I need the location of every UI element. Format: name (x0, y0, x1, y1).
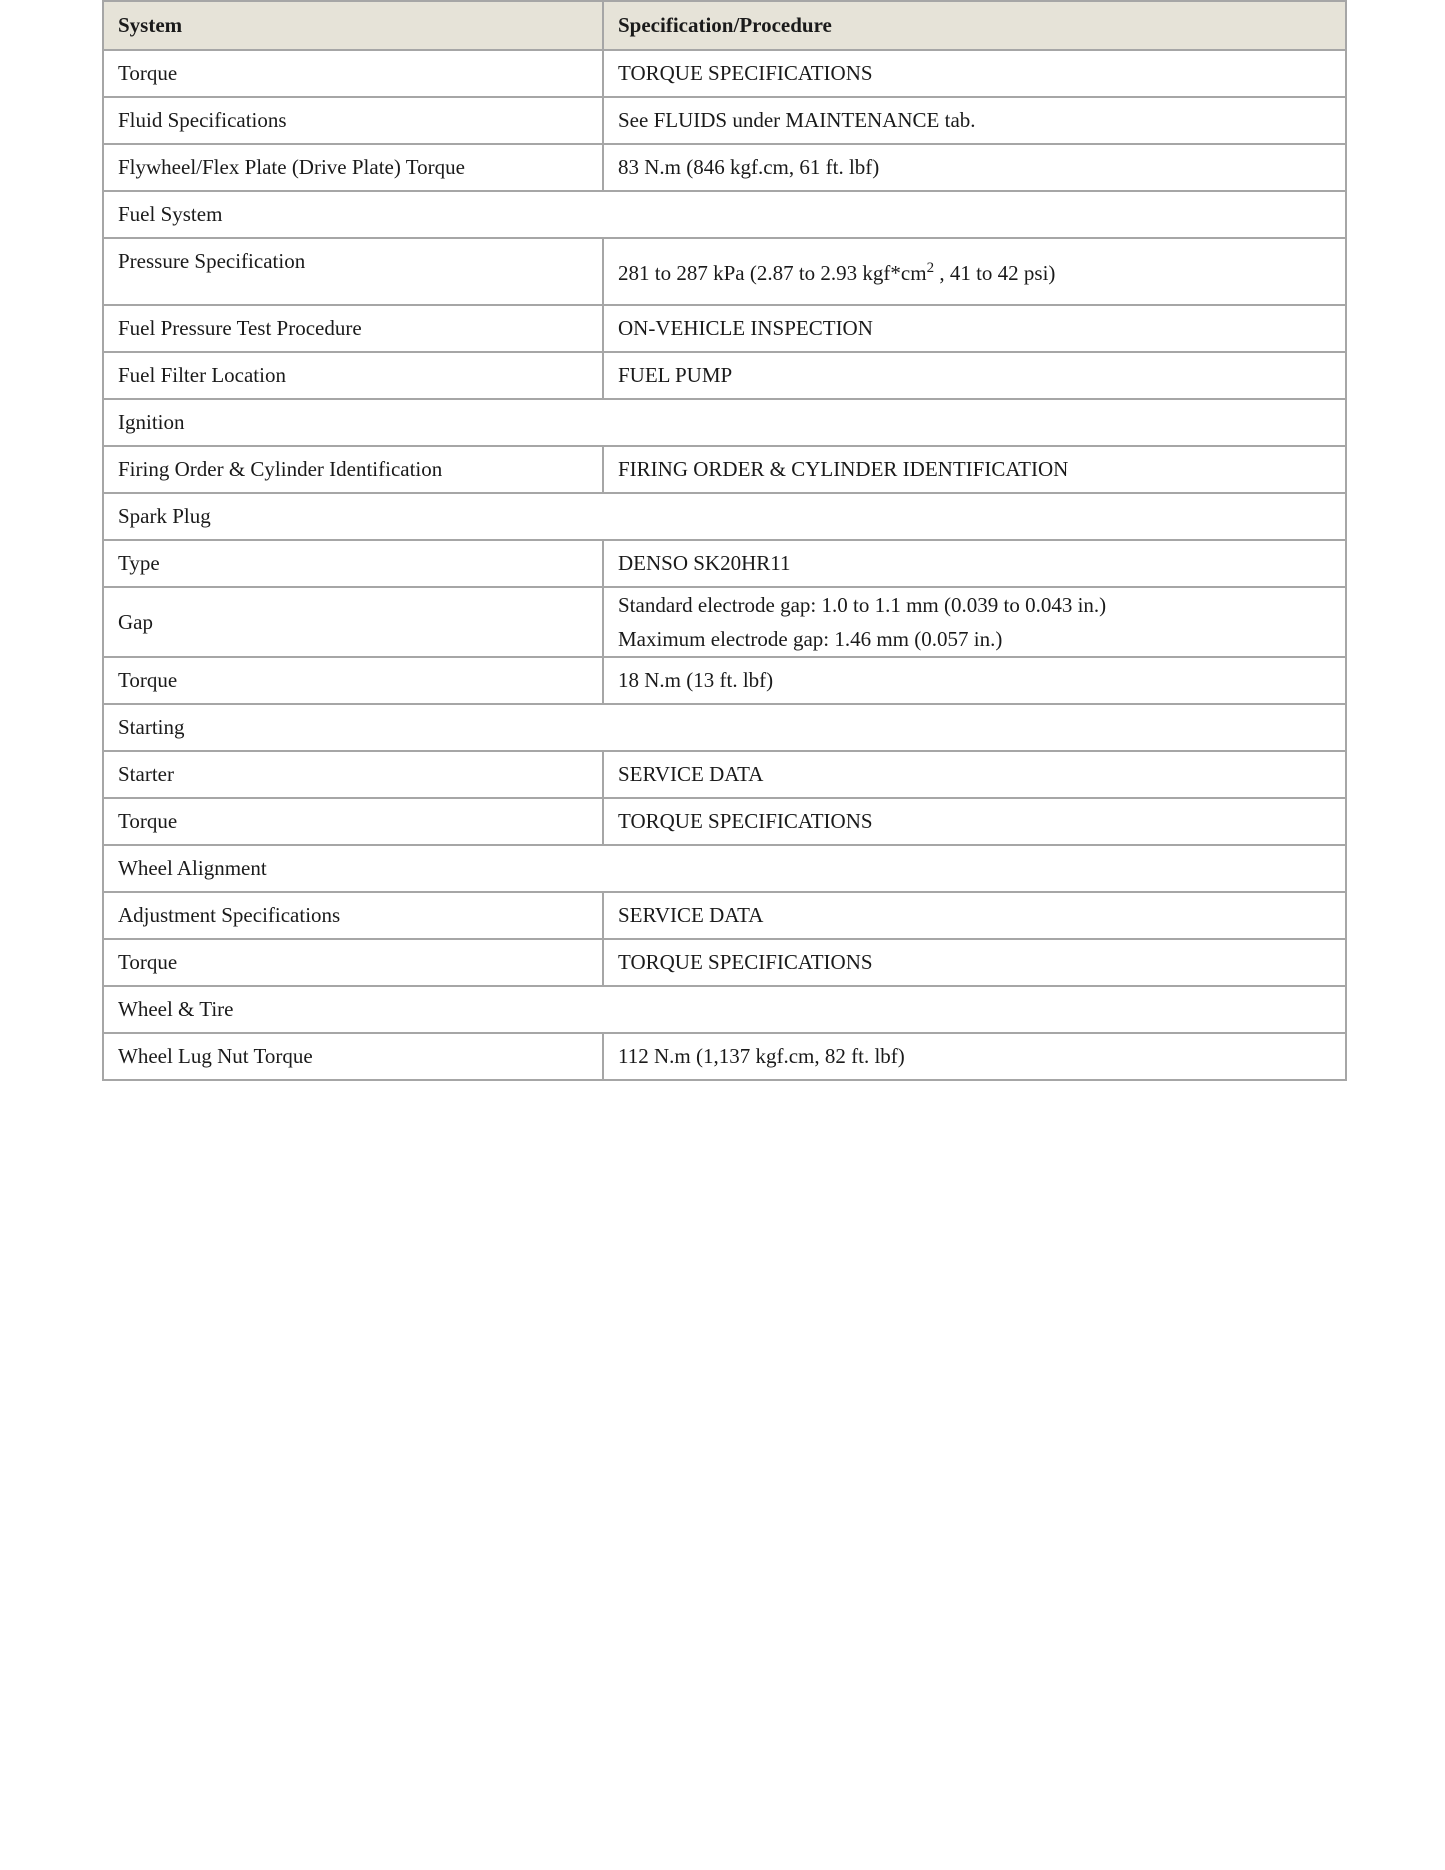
system-cell: Fluid Specifications (103, 97, 603, 144)
section-title: Ignition (103, 399, 1346, 446)
system-cell: Torque (103, 657, 603, 704)
section-title: Fuel System (103, 191, 1346, 238)
table-row (103, 238, 1346, 305)
spec-cell: TORQUE SPECIFICATIONS (603, 798, 1346, 845)
system-cell: Flywheel/Flex Plate (Drive Plate) Torque (103, 144, 603, 191)
table-row (103, 657, 1346, 704)
spec-text-suffix: , 41 to 42 psi) (934, 261, 1056, 285)
spec-cell: SERVICE DATA (603, 892, 1346, 939)
spec-cell: TORQUE SPECIFICATIONS (603, 939, 1346, 986)
specifications-table (102, 0, 1347, 1081)
table-row (103, 587, 1346, 657)
system-cell: Fuel Pressure Test Procedure (103, 305, 603, 352)
section-row (103, 845, 1346, 892)
table-row (103, 144, 1346, 191)
superscript: 2 (926, 260, 935, 276)
table-row (103, 540, 1346, 587)
spec-line: Standard electrode gap: 1.0 to 1.1 mm (0.039 to 0.043 in.) (618, 593, 1107, 617)
section-row (103, 493, 1346, 540)
spec-cell: FIRING ORDER & CYLINDER IDENTIFICATION (603, 446, 1346, 493)
spec-text: 281 to 287 kPa (2.87 to 2.93 kgf*cm (618, 261, 927, 285)
spec-line: Maximum electrode gap: 1.46 mm (0.057 in.) (618, 627, 1003, 651)
section-title: Spark Plug (103, 493, 1346, 540)
table-row (103, 50, 1346, 97)
spec-cell: See FLUIDS under MAINTENANCE tab. (603, 97, 1346, 144)
spec-cell: 83 N.m (846 kgf.cm, 61 ft. lbf) (603, 144, 1346, 191)
table-row (103, 446, 1346, 493)
spec-cell: DENSO SK20HR11 (603, 540, 1346, 587)
spec-cell (603, 587, 1346, 657)
table-row (103, 798, 1346, 845)
section-row (103, 399, 1346, 446)
spec-cell: TORQUE SPECIFICATIONS (603, 50, 1346, 97)
spec-cell: 18 N.m (13 ft. lbf) (603, 657, 1346, 704)
section-row (103, 704, 1346, 751)
section-title: Wheel Alignment (103, 845, 1346, 892)
table-header-row (103, 1, 1346, 50)
system-cell: Wheel Lug Nut Torque (103, 1033, 603, 1080)
system-cell: Gap (103, 587, 603, 657)
system-cell: Type (103, 540, 603, 587)
header-specification: Specification/Procedure (603, 1, 1346, 50)
section-row (103, 986, 1346, 1033)
section-title: Wheel & Tire (103, 986, 1346, 1033)
system-cell: Torque (103, 939, 603, 986)
spec-cell (603, 238, 1346, 305)
system-cell: Starter (103, 751, 603, 798)
section-title: Starting (103, 704, 1346, 751)
system-cell: Torque (103, 798, 603, 845)
spec-cell: FUEL PUMP (603, 352, 1346, 399)
system-cell: Pressure Specification (103, 238, 603, 305)
table-row (103, 751, 1346, 798)
table-row (103, 305, 1346, 352)
table-row (103, 892, 1346, 939)
table-row (103, 352, 1346, 399)
system-cell: Torque (103, 50, 603, 97)
table-row (103, 97, 1346, 144)
table-row (103, 1033, 1346, 1080)
spec-cell: 112 N.m (1,137 kgf.cm, 82 ft. lbf) (603, 1033, 1346, 1080)
section-row (103, 191, 1346, 238)
spec-cell: ON-VEHICLE INSPECTION (603, 305, 1346, 352)
header-system: System (103, 1, 603, 50)
system-cell: Adjustment Specifications (103, 892, 603, 939)
system-cell: Fuel Filter Location (103, 352, 603, 399)
spec-cell: SERVICE DATA (603, 751, 1346, 798)
system-cell: Firing Order & Cylinder Identification (103, 446, 603, 493)
table-row (103, 939, 1346, 986)
